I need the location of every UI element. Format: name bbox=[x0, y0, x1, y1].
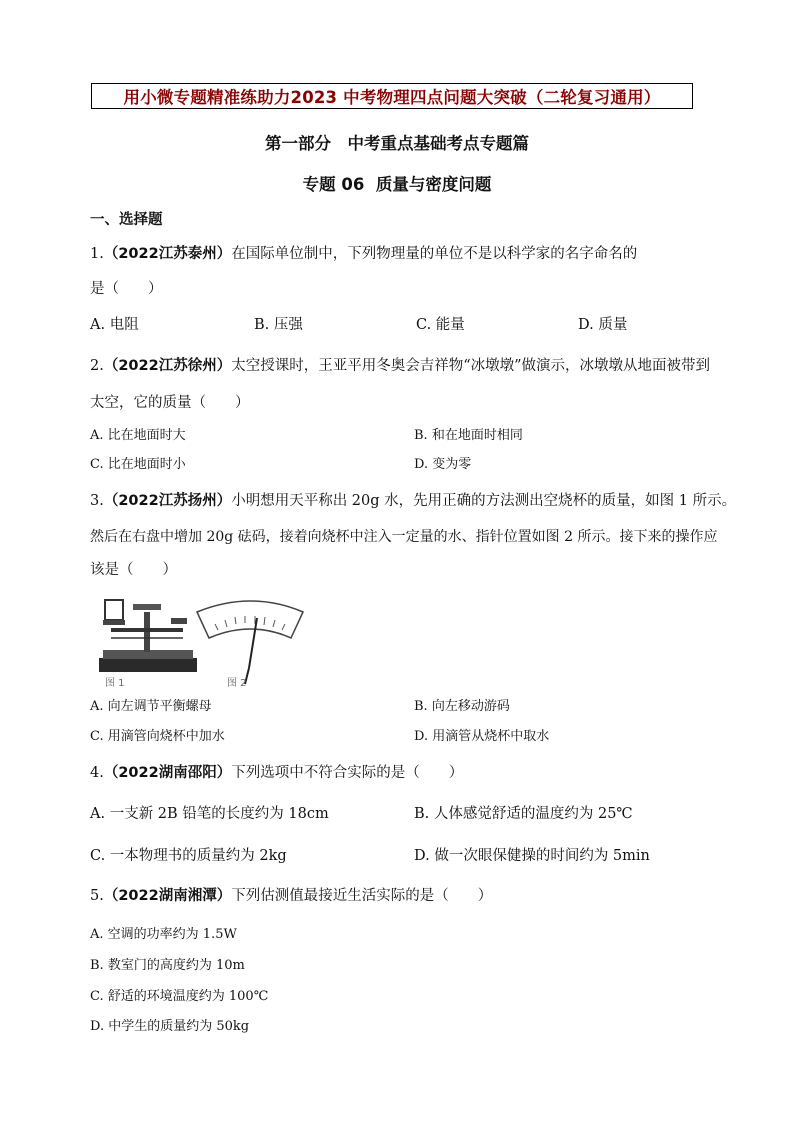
q2-option-a[interactable]: A. 比在地面时大 bbox=[90, 428, 186, 443]
q3-source: （2022江苏扬州） bbox=[103, 493, 232, 509]
q3-option-a[interactable]: A. 向左调节平衡螺母 bbox=[90, 699, 212, 714]
q4-number: 4. bbox=[90, 765, 104, 781]
q3-number: 3. bbox=[90, 493, 104, 509]
q4-stem-line1 bbox=[90, 763, 463, 783]
fig2-label: 图 2 bbox=[227, 678, 247, 689]
q3-option-c[interactable]: C. 用滴管向烧杯中加水 bbox=[90, 729, 225, 744]
q1-stem-line2: 是（ ） bbox=[90, 281, 163, 297]
q5-source: （2022湖南湘潭） bbox=[103, 888, 232, 904]
q5-number: 5. bbox=[90, 888, 104, 904]
q2-source: （2022江苏徐州） bbox=[103, 358, 232, 374]
q4-text: 下列选项中不符合实际的是（ ） bbox=[231, 765, 464, 781]
q3-stem-line1 bbox=[90, 491, 736, 511]
q5-option-b[interactable]: B. 教室门的高度约为 10m bbox=[90, 958, 245, 973]
q4-option-a[interactable]: A. 一支新 2B 铅笔的长度约为 18cm bbox=[90, 806, 329, 822]
q2-number: 2. bbox=[90, 358, 104, 374]
q1-text: 在国际单位制中，下列物理量的单位不是以科学家的名字命名的 bbox=[231, 246, 638, 262]
q4-source: （2022湖南邵阳） bbox=[103, 765, 232, 781]
q2-option-b[interactable]: B. 和在地面时相同 bbox=[414, 428, 523, 443]
part-title: 第一部分 中考重点基础考点专题篇 bbox=[265, 134, 529, 153]
q2-option-c[interactable]: C. 比在地面时小 bbox=[90, 457, 186, 472]
topic-title: 专题 06 质量与密度问题 bbox=[302, 175, 492, 194]
q4-option-c[interactable]: C. 一本物理书的质量约为 2kg bbox=[90, 848, 287, 864]
q3-stem-line2: 然后在右盘中增加 20g 砝码，接着向烧杯中注入一定量的水、指针位置如图 2 所示。接下来的操作应 bbox=[90, 529, 718, 545]
q4-option-d[interactable]: D. 做一次眼保健操的时间约为 5min bbox=[414, 848, 650, 864]
q2-stem-line1 bbox=[90, 356, 710, 376]
q1-option-d[interactable]: D. 质量 bbox=[578, 317, 628, 333]
q4-option-b[interactable]: B. 人体感觉舒适的温度约为 25℃ bbox=[414, 806, 633, 822]
q1-option-b[interactable]: B. 压强 bbox=[254, 317, 303, 333]
q1-stem-line1 bbox=[90, 244, 637, 264]
fig1-label: 图 1 bbox=[105, 678, 125, 689]
q3-figure-balance-and-pointer bbox=[97, 598, 307, 690]
section-heading: 一、选择题 bbox=[90, 212, 163, 228]
q1-number: 1. bbox=[90, 246, 104, 262]
q3-option-b[interactable]: B. 向左移动游码 bbox=[414, 699, 510, 714]
q1-source: （2022江苏泰州） bbox=[103, 246, 232, 262]
q3-stem-line3: 该是（ ） bbox=[90, 562, 177, 578]
q5-option-a[interactable]: A. 空调的功率约为 1.5W bbox=[90, 927, 237, 942]
q3-option-d[interactable]: D. 用滴管从烧杯中取水 bbox=[414, 729, 550, 744]
q5-option-c[interactable]: C. 舒适的环境温度约为 100℃ bbox=[90, 989, 269, 1004]
header-banner bbox=[91, 83, 693, 109]
q1-option-c[interactable]: C. 能量 bbox=[416, 317, 465, 333]
balance-illustration bbox=[99, 600, 197, 672]
header-banner-text: 用小微专题精准练助力2023 中考物理四点问题大突破（二轮复习通用） bbox=[123, 88, 661, 107]
pointer-scale-illustration bbox=[197, 601, 303, 684]
q2-stem-line2: 太空，它的质量（ ） bbox=[90, 395, 250, 411]
q5-option-d[interactable]: D. 中学生的质量约为 50kg bbox=[90, 1019, 250, 1034]
q1-option-a[interactable]: A. 电阻 bbox=[90, 317, 139, 333]
q2-option-d[interactable]: D. 变为零 bbox=[414, 457, 472, 472]
q2-text: 太空授课时，王亚平用冬奥会吉祥物“冰墩墩”做演示，冰墩墩从地面被带到 bbox=[231, 358, 711, 374]
q5-stem-line1 bbox=[90, 886, 492, 906]
q5-text: 下列估测值最接近生活实际的是（ ） bbox=[231, 888, 493, 904]
q3-text: 小明想用天平称出 20g 水，先用正确的方法测出空烧杯的质量，如图 1 所示。 bbox=[231, 493, 737, 509]
